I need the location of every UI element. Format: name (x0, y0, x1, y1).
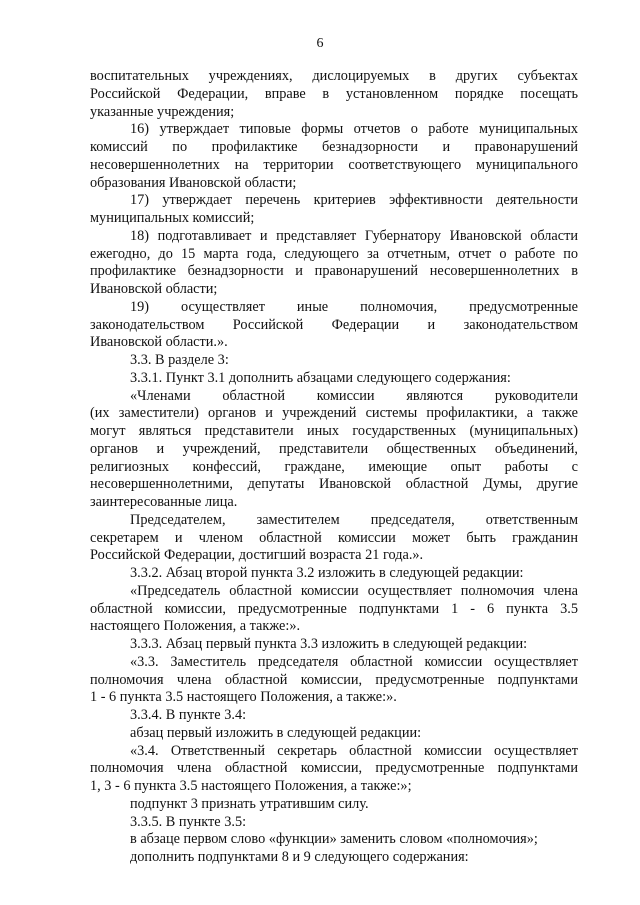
text-line: воспитательных учреждениях, дислоцируемых в других субъектах (90, 68, 578, 84)
text-line: «3.4. Ответственный секретарь областной комиссии осуществляет (130, 742, 578, 759)
text-line: комиссий по профилактике безнадзорности и правонарушений (90, 139, 578, 155)
text-line: 17) утверждает перечень критериев эффективности деятельности (130, 192, 578, 209)
text-line: (их заместители) органов и учреждений системы профилактики, а также (90, 405, 578, 422)
text-line: «Председатель областной комиссии осуществляет полномочия члена (130, 582, 578, 599)
text-line: Российской Федерации, достигший возраста 21 года.». (90, 547, 424, 564)
text-line: могут являться представители иных государственных (муниципальных) (90, 423, 578, 439)
text-line: 3.3.1. Пункт 3.1 дополнить абзацами следующего содержания: (130, 369, 511, 386)
text-line: 3.3.4. В пункте 3.4: (130, 707, 247, 723)
text-line: 19) осуществляет иные полномочия, предусмотренные (130, 298, 578, 315)
text-line: 16) утверждает типовые формы отчетов о работе муниципальных (130, 121, 578, 138)
text-line: подпункт 3 признать утратившим силу. (130, 795, 369, 812)
text-line: «3.3. Заместитель председателя областной комиссии осуществляет (130, 653, 578, 670)
text-line: образования Ивановской области; (90, 174, 297, 191)
text-line: органов и учреждений, представители общественных объединений, (90, 440, 578, 457)
text-line: несовершеннолетних на территории соответствующего муниципального (90, 156, 578, 173)
text-line: Председателем, заместителем председателя, ответственным (130, 511, 578, 528)
document-body (90, 68, 578, 867)
text-line: 1, 3 - 6 пункта 3.5 настоящего Положения, а также:»; (90, 778, 412, 794)
text-line: 3.3.3. Абзац первый пункта 3.3 изложить в следующей редакции: (130, 636, 528, 652)
text-line: ежегодно, до 15 марта года, следующего за отчетным, отчет о работе по (90, 245, 578, 262)
text-line: Российской Федерации, вправе в установленном порядке посещать (90, 85, 578, 102)
text-line: полномочия члена областной комиссии, предусмотренные подпунктами (90, 671, 578, 688)
text-line: «Членами областной комиссии являются руководители (130, 387, 578, 404)
text-line: 3.3. В разделе 3: (130, 352, 229, 368)
text-line: религиозных конфессий, граждане, имеющие опыт работы с (90, 458, 578, 475)
text-line: областной комиссии, предусмотренные подпунктами 1 - 6 пункта 3.5 (90, 600, 578, 617)
text-line: 18) подготавливает и представляет Губернатору Ивановской области (130, 227, 578, 244)
text-line: дополнить подпунктами 8 и 9 следующего содержания: (130, 849, 469, 865)
text-line: указанные учреждения; (90, 103, 235, 120)
text-line: Ивановской области.». (90, 334, 228, 351)
text-line: заинтересованные лица. (90, 494, 238, 510)
text-line: настоящего Положения, а также:». (90, 618, 301, 635)
text-line: абзац первый изложить в следующей редакции: (130, 724, 422, 741)
text-line: профилактике безнадзорности и правонарушений несовершеннолетних в (90, 263, 578, 280)
text-line: Ивановской области; (90, 281, 218, 297)
text-line: несовершеннолетними, депутаты Ивановской областной Думы, другие (90, 476, 578, 493)
text-line: 3.3.2. Абзац второй пункта 3.2 изложить в следующей редакции: (130, 565, 524, 581)
text-line: законодательством Российской Федерации и законодательством (90, 316, 578, 333)
text-line: секретарем и членом областной комиссии может быть гражданин (90, 529, 578, 546)
text-line: в абзаце первом слово «функции» заменить словом «полномочия»; (130, 831, 538, 848)
page-number: 6 (316, 36, 324, 51)
text-line: 1 - 6 пункта 3.5 настоящего Положения, а также:». (90, 689, 397, 706)
text-line: 3.3.5. В пункте 3.5: (130, 813, 247, 830)
text-line: муниципальных комиссий; (90, 210, 255, 226)
text-line: полномочия члена областной комиссии, предусмотренные подпунктами (90, 760, 578, 777)
